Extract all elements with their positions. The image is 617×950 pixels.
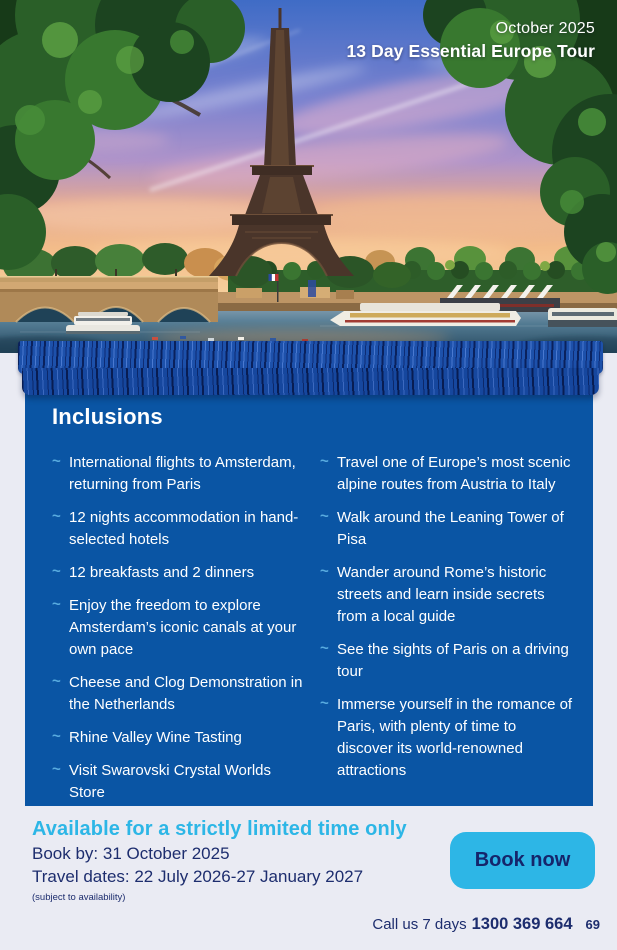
list-item-text: Rhine Valley Wine Tasting [69,729,242,746]
hero-caption [346,20,595,62]
inclusions-title: Inclusions [52,404,163,429]
fringe-tier-bottom [22,368,599,395]
list-item-text: Immerse yourself in the romance of Paris, with plenty of time to discover its world-renowned attractions [337,696,573,779]
list-item [52,452,304,496]
footer-contact [372,915,600,934]
tilde-bullet-icon: ~ [320,640,329,657]
book-now-label: Book now [474,849,571,871]
tilde-bullet-icon: ~ [52,673,61,690]
tilde-bullet-icon: ~ [320,563,329,580]
tilde-bullet-icon: ~ [52,508,61,525]
tilde-bullet-icon: ~ [320,695,329,712]
tilde-bullet-icon: ~ [320,508,329,525]
curtain-fringe [18,341,603,395]
hero-photo [0,0,617,353]
list-item-text: 12 nights accommodation in hand-selected hotels [69,509,299,548]
inclusions-panel [25,365,593,806]
list-item [320,452,576,496]
month-label: October 2025 [495,20,595,37]
tilde-bullet-icon: ~ [52,453,61,470]
list-item [320,507,576,551]
list-item-text: Cheese and Clog Demonstration in the Netherlands [69,674,303,713]
conditions-note: (subject to availability) [32,892,126,903]
page-number: 69 [585,917,600,932]
list-item [52,562,304,584]
offer-headline: Available for a strictly limited time only [32,818,407,840]
list-item-text: 12 breakfasts and 2 dinners [69,564,255,581]
list-item-text: Wander around Rome’s historic streets and learn inside secrets from a local guide [337,564,547,625]
call-us-text: Call us 7 days [372,916,467,933]
list-item [52,672,304,716]
list-item [52,507,304,551]
list-item [52,727,304,749]
inclusions-column-left [52,452,320,815]
list-item-text: Travel one of Europe’s most scenic alpine routes from Austria to Italy [337,454,571,493]
phone-number[interactable]: 1300 369 664 [471,915,573,933]
book-by-date: Book by: 31 October 2025 [32,844,230,863]
list-item-text: Enjoy the freedom to explore Amsterdam’s iconic canals at your own pace [69,597,297,658]
tilde-bullet-icon: ~ [52,761,61,778]
list-item [320,562,576,628]
travel-dates: Travel dates: 22 July 2026-27 January 2027 [32,867,364,886]
book-now-button[interactable] [450,832,595,889]
tilde-bullet-icon: ~ [52,728,61,745]
list-item-text: International flights to Amsterdam, returning from Paris [69,454,296,493]
tilde-bullet-icon: ~ [52,596,61,613]
tilde-bullet-icon: ~ [320,453,329,470]
list-item [52,760,304,804]
tilde-bullet-icon: ~ [52,563,61,580]
inclusions-column-right [320,452,576,815]
list-item [320,694,576,782]
list-item-text: Visit Swarovski Crystal Worlds Store [69,762,271,801]
list-item-text: Walk around the Leaning Tower of Pisa [337,509,564,548]
inclusions-columns [52,452,593,815]
tour-title: 13 Day Essential Europe Tour [346,41,595,61]
list-item [52,595,304,661]
list-item [320,639,576,683]
list-item-text: See the sights of Paris on a driving tour [337,641,569,680]
